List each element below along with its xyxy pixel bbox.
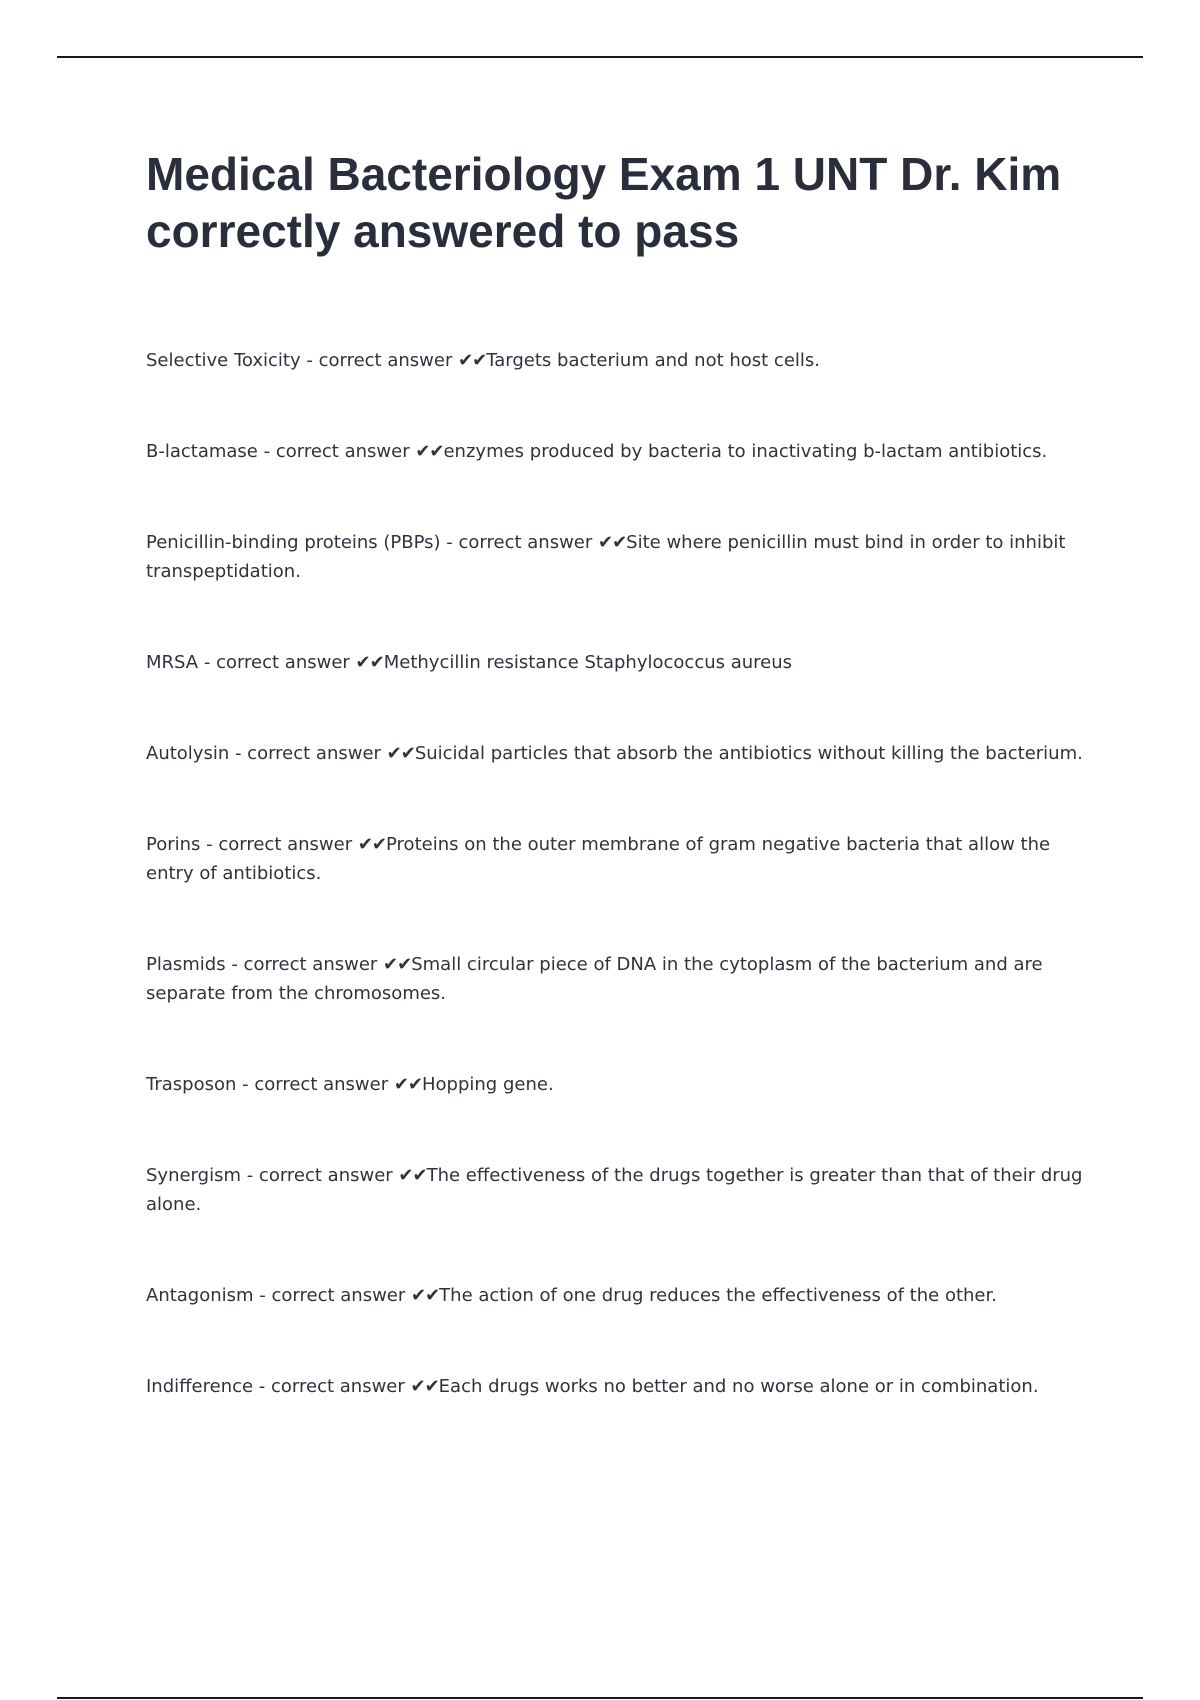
qa-term: Autolysin <box>146 743 230 764</box>
qa-separator: - correct answer <box>253 1285 411 1306</box>
qa-separator: - correct answer <box>300 350 459 371</box>
double-check-icon: ✔✔ <box>411 1285 440 1306</box>
qa-answer: Suicidal particles that absorb the antibiotics without killing the bacterium. <box>414 743 1083 764</box>
qa-term: Synergism <box>146 1165 241 1186</box>
qa-answer: Site where penicillin must bind in order to inhibit transpeptidation. <box>146 532 1066 582</box>
qa-term: Selective Toxicity <box>146 350 301 371</box>
qa-item <box>146 950 1096 1008</box>
qa-item <box>146 437 1096 466</box>
qa-item <box>146 528 1096 586</box>
qa-item <box>146 346 1096 375</box>
qa-answer: Each drugs works no better and no worse alone or in combination. <box>438 1376 1039 1397</box>
double-check-icon: ✔✔ <box>383 954 412 975</box>
double-check-icon: ✔✔ <box>410 1376 439 1397</box>
qa-answer: enzymes produced by bacteria to inactivating b-lactam antibiotics. <box>443 441 1048 462</box>
qa-item <box>146 739 1096 768</box>
double-check-icon: ✔✔ <box>458 350 487 371</box>
qa-answer: Methycillin resistance Staphylococcus aureus <box>383 652 793 673</box>
qa-term: Porins <box>146 834 201 855</box>
qa-item <box>146 1161 1096 1219</box>
top-divider <box>57 56 1143 58</box>
qa-answer: Proteins on the outer membrane of gram negative bacteria that allow the entry of antibiotics. <box>146 834 1051 884</box>
qa-item <box>146 830 1096 888</box>
qa-answer: Hopping gene. <box>422 1074 554 1095</box>
document-title: Medical Bacteriology Exam 1 UNT Dr. Kim correctly answered to pass <box>146 148 1062 257</box>
qa-term: MRSA <box>146 652 199 673</box>
qa-separator: - correct answer <box>257 441 416 462</box>
qa-separator: - correct answer <box>198 652 356 673</box>
double-check-icon: ✔✔ <box>393 1074 422 1095</box>
qa-separator: - correct answer <box>200 834 358 855</box>
qa-term: Penicillin-binding proteins (PBPs) <box>146 532 441 553</box>
qa-separator: - correct answer <box>253 1376 411 1397</box>
qa-separator: - correct answer <box>236 1074 394 1095</box>
qa-separator: - correct answer <box>229 743 387 764</box>
qa-answer: The action of one drug reduces the effectiveness of the other. <box>439 1285 997 1306</box>
qa-answer: Small circular piece of DNA in the cytoplasm of the bacterium and are separate from the chromosomes. <box>146 954 1043 1004</box>
qa-item <box>146 1281 1096 1310</box>
qa-separator: - correct answer <box>225 954 384 975</box>
qa-answer: The effectiveness of the drugs together is greater than that of their drug alone. <box>146 1165 1083 1215</box>
qa-term: Indifference <box>146 1376 254 1397</box>
qa-item <box>146 1070 1096 1099</box>
qa-term: B-lactamase <box>146 441 258 462</box>
double-check-icon: ✔✔ <box>355 652 384 673</box>
bottom-divider <box>57 1697 1143 1699</box>
qa-item <box>146 1372 1096 1401</box>
qa-separator: - correct answer <box>240 1165 399 1186</box>
double-check-icon: ✔✔ <box>357 834 387 855</box>
qa-separator: - correct answer <box>440 532 598 553</box>
qa-term: Antagonism <box>146 1285 254 1306</box>
double-check-icon: ✔✔ <box>598 532 627 553</box>
qa-list <box>146 346 1096 1401</box>
qa-item <box>146 648 1096 677</box>
qa-answer: Targets bacterium and not host cells. <box>486 350 821 371</box>
double-check-icon: ✔✔ <box>386 743 415 764</box>
double-check-icon: ✔✔ <box>415 441 444 462</box>
qa-term: Plasmids <box>146 954 226 975</box>
qa-term: Trasposon <box>146 1074 237 1095</box>
double-check-icon: ✔✔ <box>398 1165 427 1186</box>
